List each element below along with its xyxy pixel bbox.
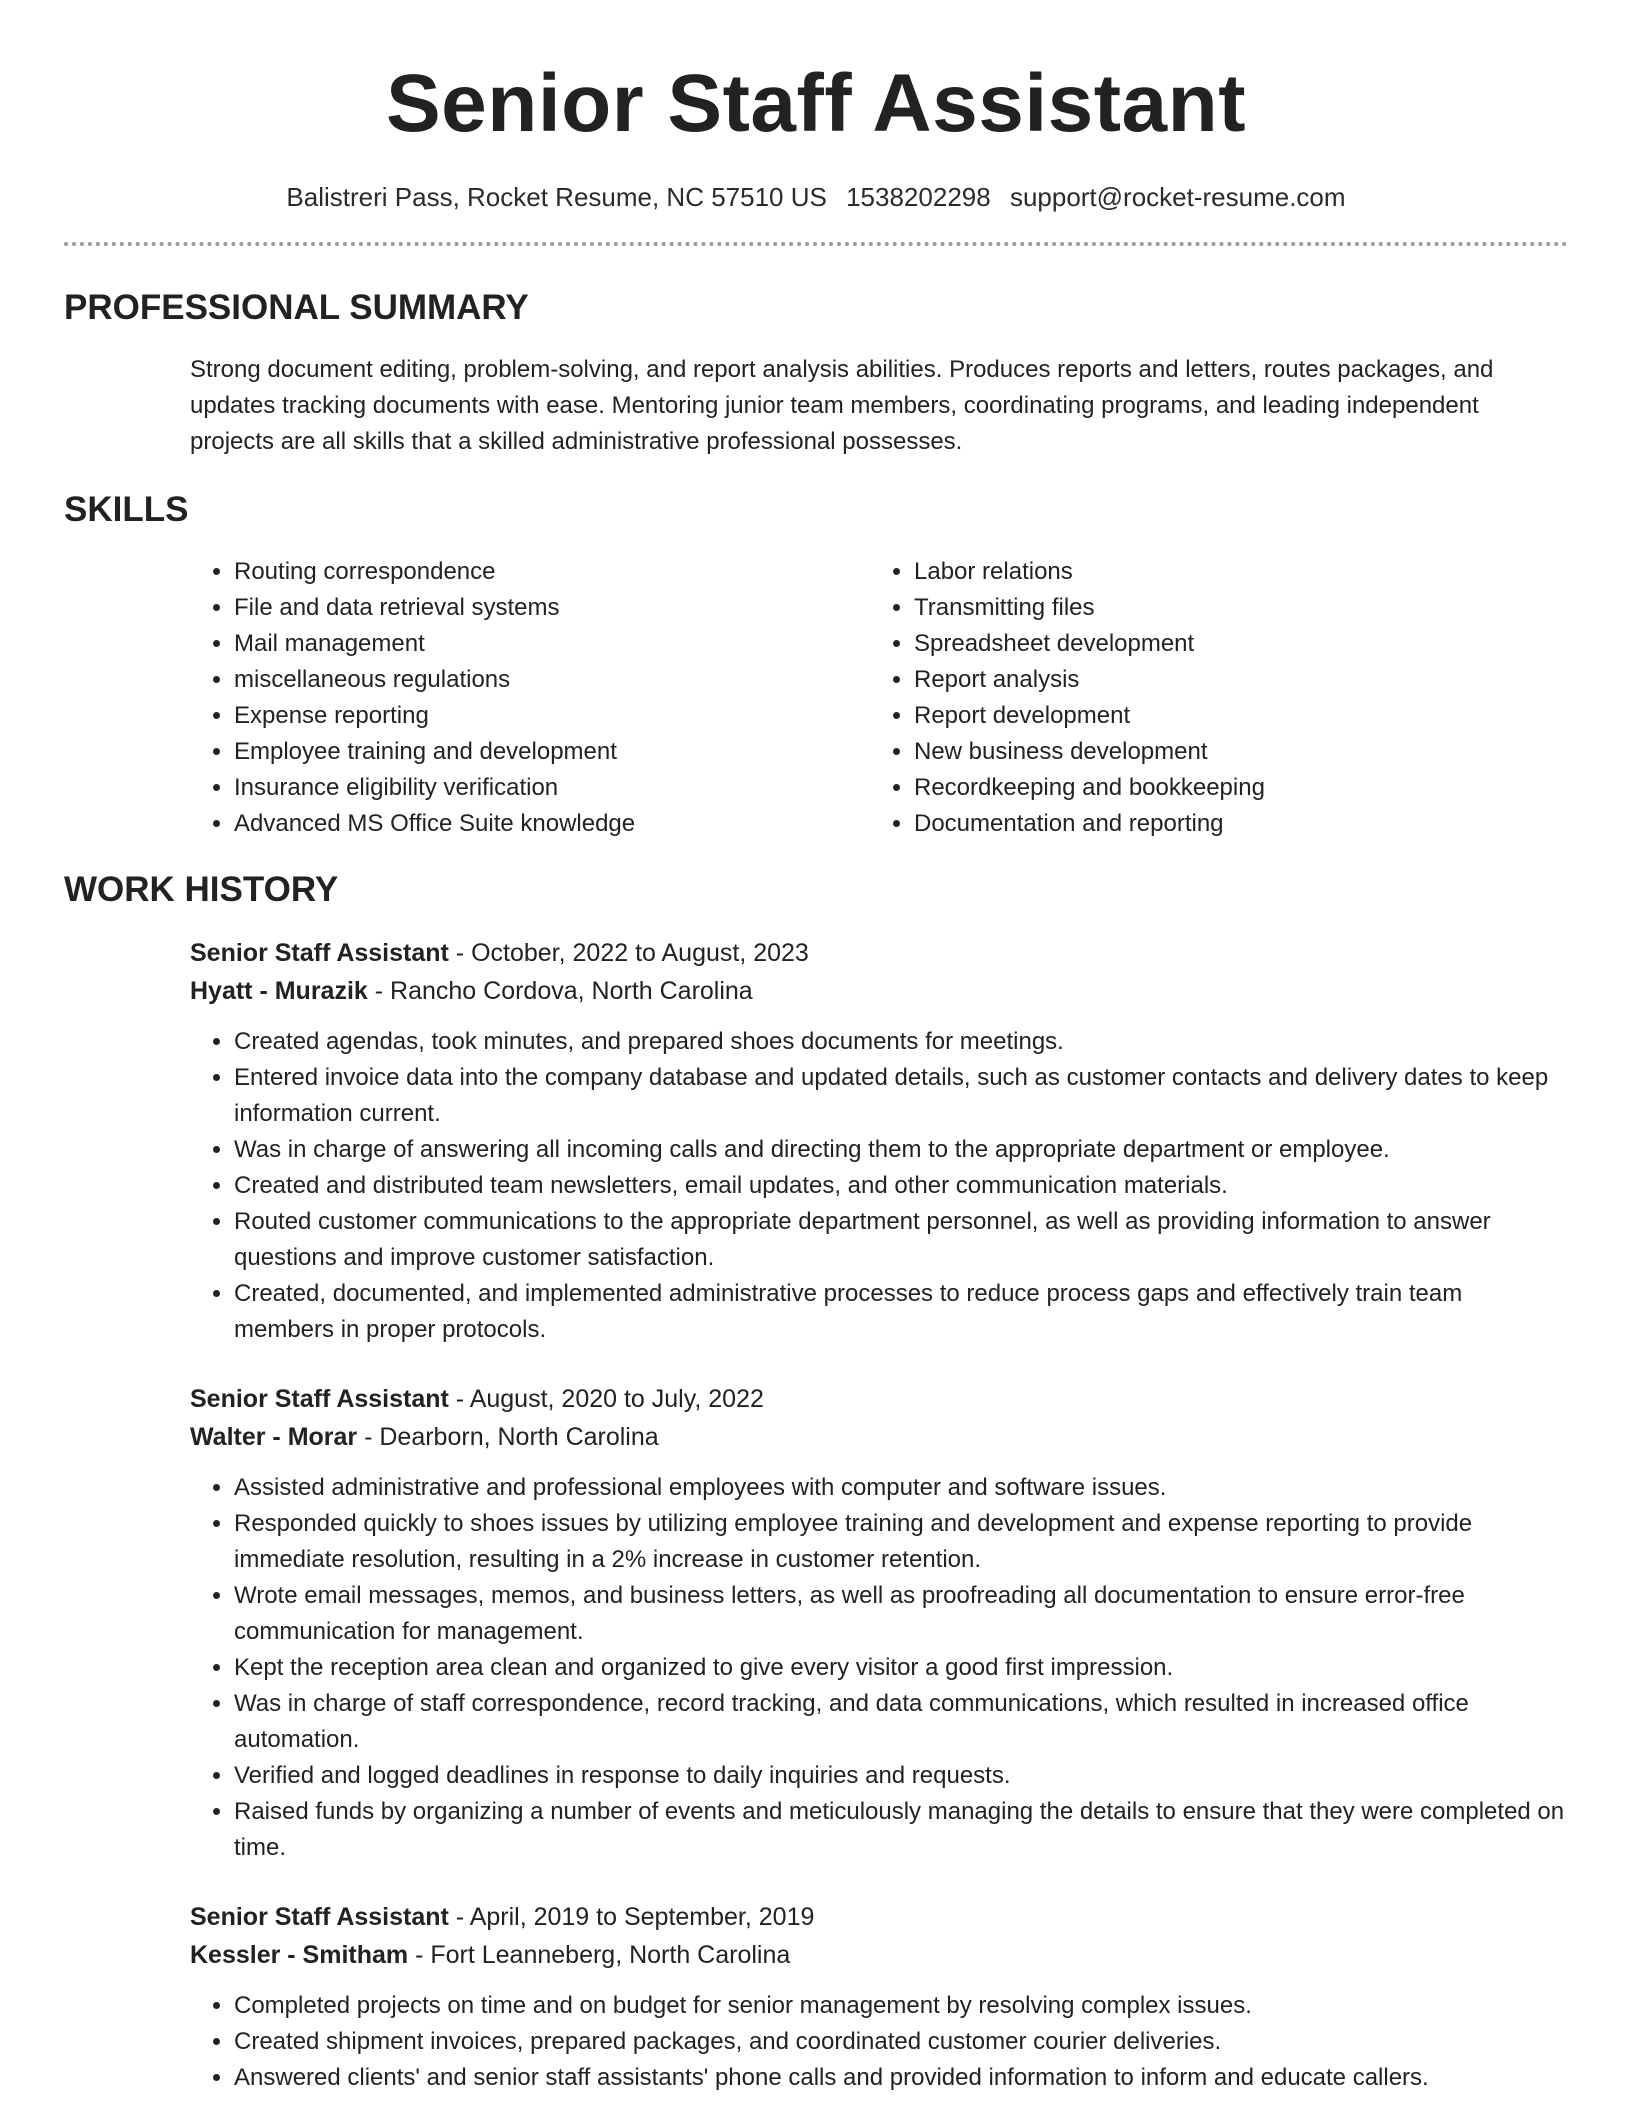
job-title: Senior Staff Assistant — [190, 1385, 449, 1413]
job-entry — [190, 934, 1568, 1348]
skill-item: • Expense reporting — [234, 698, 870, 734]
contact-phone: 1538202298 — [846, 182, 991, 212]
job-company-line — [190, 1936, 1568, 1974]
skill-item: • Spreadsheet development — [914, 626, 1550, 662]
job-title-line — [190, 934, 1568, 972]
skill-item: • miscellaneous regulations — [234, 662, 870, 698]
skill-item: • Transmitting files — [914, 590, 1550, 626]
skills-column-right — [870, 554, 1550, 842]
job-bullet: • Responded quickly to shoes issues by utilizing employee training and development and expense reporting to provide immediate resolution, resulting in a 2% increase in customer retention. — [234, 1506, 1568, 1578]
skill-item: • Recordkeeping and bookkeeping — [914, 770, 1550, 806]
skill-item: • File and data retrieval systems — [234, 590, 870, 626]
job-company-line — [190, 972, 1568, 1010]
contact-email: support@rocket-resume.com — [1009, 182, 1346, 212]
job-company: Walter - Morar — [190, 1423, 358, 1451]
job-dates: - April, 2019 to September, 2019 — [448, 1903, 815, 1931]
job-bullet: • Assisted administrative and professional employees with computer and software issues. — [234, 1470, 1568, 1506]
resume-header — [64, 0, 1568, 214]
job-company: Hyatt - Murazik — [190, 977, 368, 1005]
job-bullet: • Routed customer communications to the appropriate department personnel, as well as providing information to answer questions and improve customer satisfaction. — [234, 1204, 1568, 1276]
contact-address: Balistreri Pass, Rocket Resume, NC 57510 US — [286, 182, 827, 212]
job-bullet: • Was in charge of answering all incoming calls and directing them to the appropriate department or employee. — [234, 1132, 1568, 1168]
work-history-heading: WORK HISTORY — [64, 870, 339, 909]
skill-item: • Report development — [914, 698, 1550, 734]
job-location: - Dearborn, North Carolina — [357, 1423, 659, 1451]
job-bullet: • Created, documented, and implemented administrative processes to reduce process gaps and effectively train team members in proper protocols. — [234, 1276, 1568, 1348]
skill-item: • Employee training and development — [234, 734, 870, 770]
job-bullet: • Completed projects on time and on budget for senior management by resolving complex issues. — [234, 1988, 1568, 2024]
job-location: - Fort Leanneberg, North Carolina — [408, 1941, 791, 1969]
job-bullet: • Wrote email messages, memos, and business letters, as well as proofreading all documentation to ensure error-free communication for management. — [234, 1578, 1568, 1650]
skill-item: • Mail management — [234, 626, 870, 662]
job-title: Senior Staff Assistant — [190, 1903, 449, 1931]
job-title: Senior Staff Assistant — [190, 939, 449, 967]
job-bullet: • Verified and logged deadlines in response to daily inquiries and requests. — [234, 1758, 1568, 1794]
skill-item: • Insurance eligibility verification — [234, 770, 870, 806]
skills-heading: SKILLS — [64, 490, 189, 529]
summary-text: Strong document editing, problem-solving, and report analysis abilities. Produces reports and letters, routes packages, and updates tracking documents with ease. Mentoring junior team members, coordinating programs, and leading independent projects are all skills that a skilled administrative professional possesses. — [190, 356, 1494, 455]
candidate-name: Senior Staff Assistant — [385, 58, 1247, 149]
job-bullet: • Kept the reception area clean and organized to give every visitor a good first impression. — [234, 1650, 1568, 1686]
skill-item: • Documentation and reporting — [914, 806, 1550, 842]
skill-item: • Labor relations — [914, 554, 1550, 590]
header-divider — [64, 242, 1568, 246]
skills-grid — [190, 554, 1568, 842]
skill-item: • Advanced MS Office Suite knowledge — [234, 806, 870, 842]
job-bullet: • Created agendas, took minutes, and prepared shoes documents for meetings. — [234, 1024, 1568, 1060]
job-dates: - October, 2022 to August, 2023 — [448, 939, 809, 967]
job-bullets — [190, 1024, 1568, 1348]
job-dates: - August, 2020 to July, 2022 — [448, 1385, 764, 1413]
job-title-line — [190, 1898, 1568, 1936]
job-company-line — [190, 1418, 1568, 1456]
skill-item: • New business development — [914, 734, 1550, 770]
work-history-section — [64, 868, 1568, 2096]
job-bullet: • Entered invoice data into the company database and updated details, such as customer contacts and delivery dates to keep information current. — [234, 1060, 1568, 1132]
skill-item: • Report analysis — [914, 662, 1550, 698]
job-bullets — [190, 1470, 1568, 1866]
job-bullet: • Raised funds by organizing a number of events and meticulously managing the details to ensure that they were completed on time. — [234, 1794, 1568, 1866]
skills-section — [64, 488, 1568, 842]
job-bullets — [190, 1988, 1568, 2096]
job-entry — [190, 1898, 1568, 2096]
job-bullet: • Answered clients' and senior staff assistants' phone calls and provided information to inform and educate callers. — [234, 2060, 1568, 2096]
job-entry — [190, 1380, 1568, 1866]
job-company: Kessler - Smitham — [190, 1941, 409, 1969]
job-title-line — [190, 1380, 1568, 1418]
job-bullet: • Was in charge of staff correspondence, record tracking, and data communications, which resulted in increased office automation. — [234, 1686, 1568, 1758]
skill-item: • Routing correspondence — [234, 554, 870, 590]
skills-column-left — [190, 554, 870, 842]
job-bullet: • Created shipment invoices, prepared packages, and coordinated customer courier deliveries. — [234, 2024, 1568, 2060]
summary-section — [64, 286, 1568, 460]
contact-line — [64, 180, 1568, 214]
summary-heading: PROFESSIONAL SUMMARY — [64, 288, 529, 327]
job-bullet: • Created and distributed team newsletters, email updates, and other communication materials. — [234, 1168, 1568, 1204]
job-location: - Rancho Cordova, North Carolina — [367, 977, 753, 1005]
